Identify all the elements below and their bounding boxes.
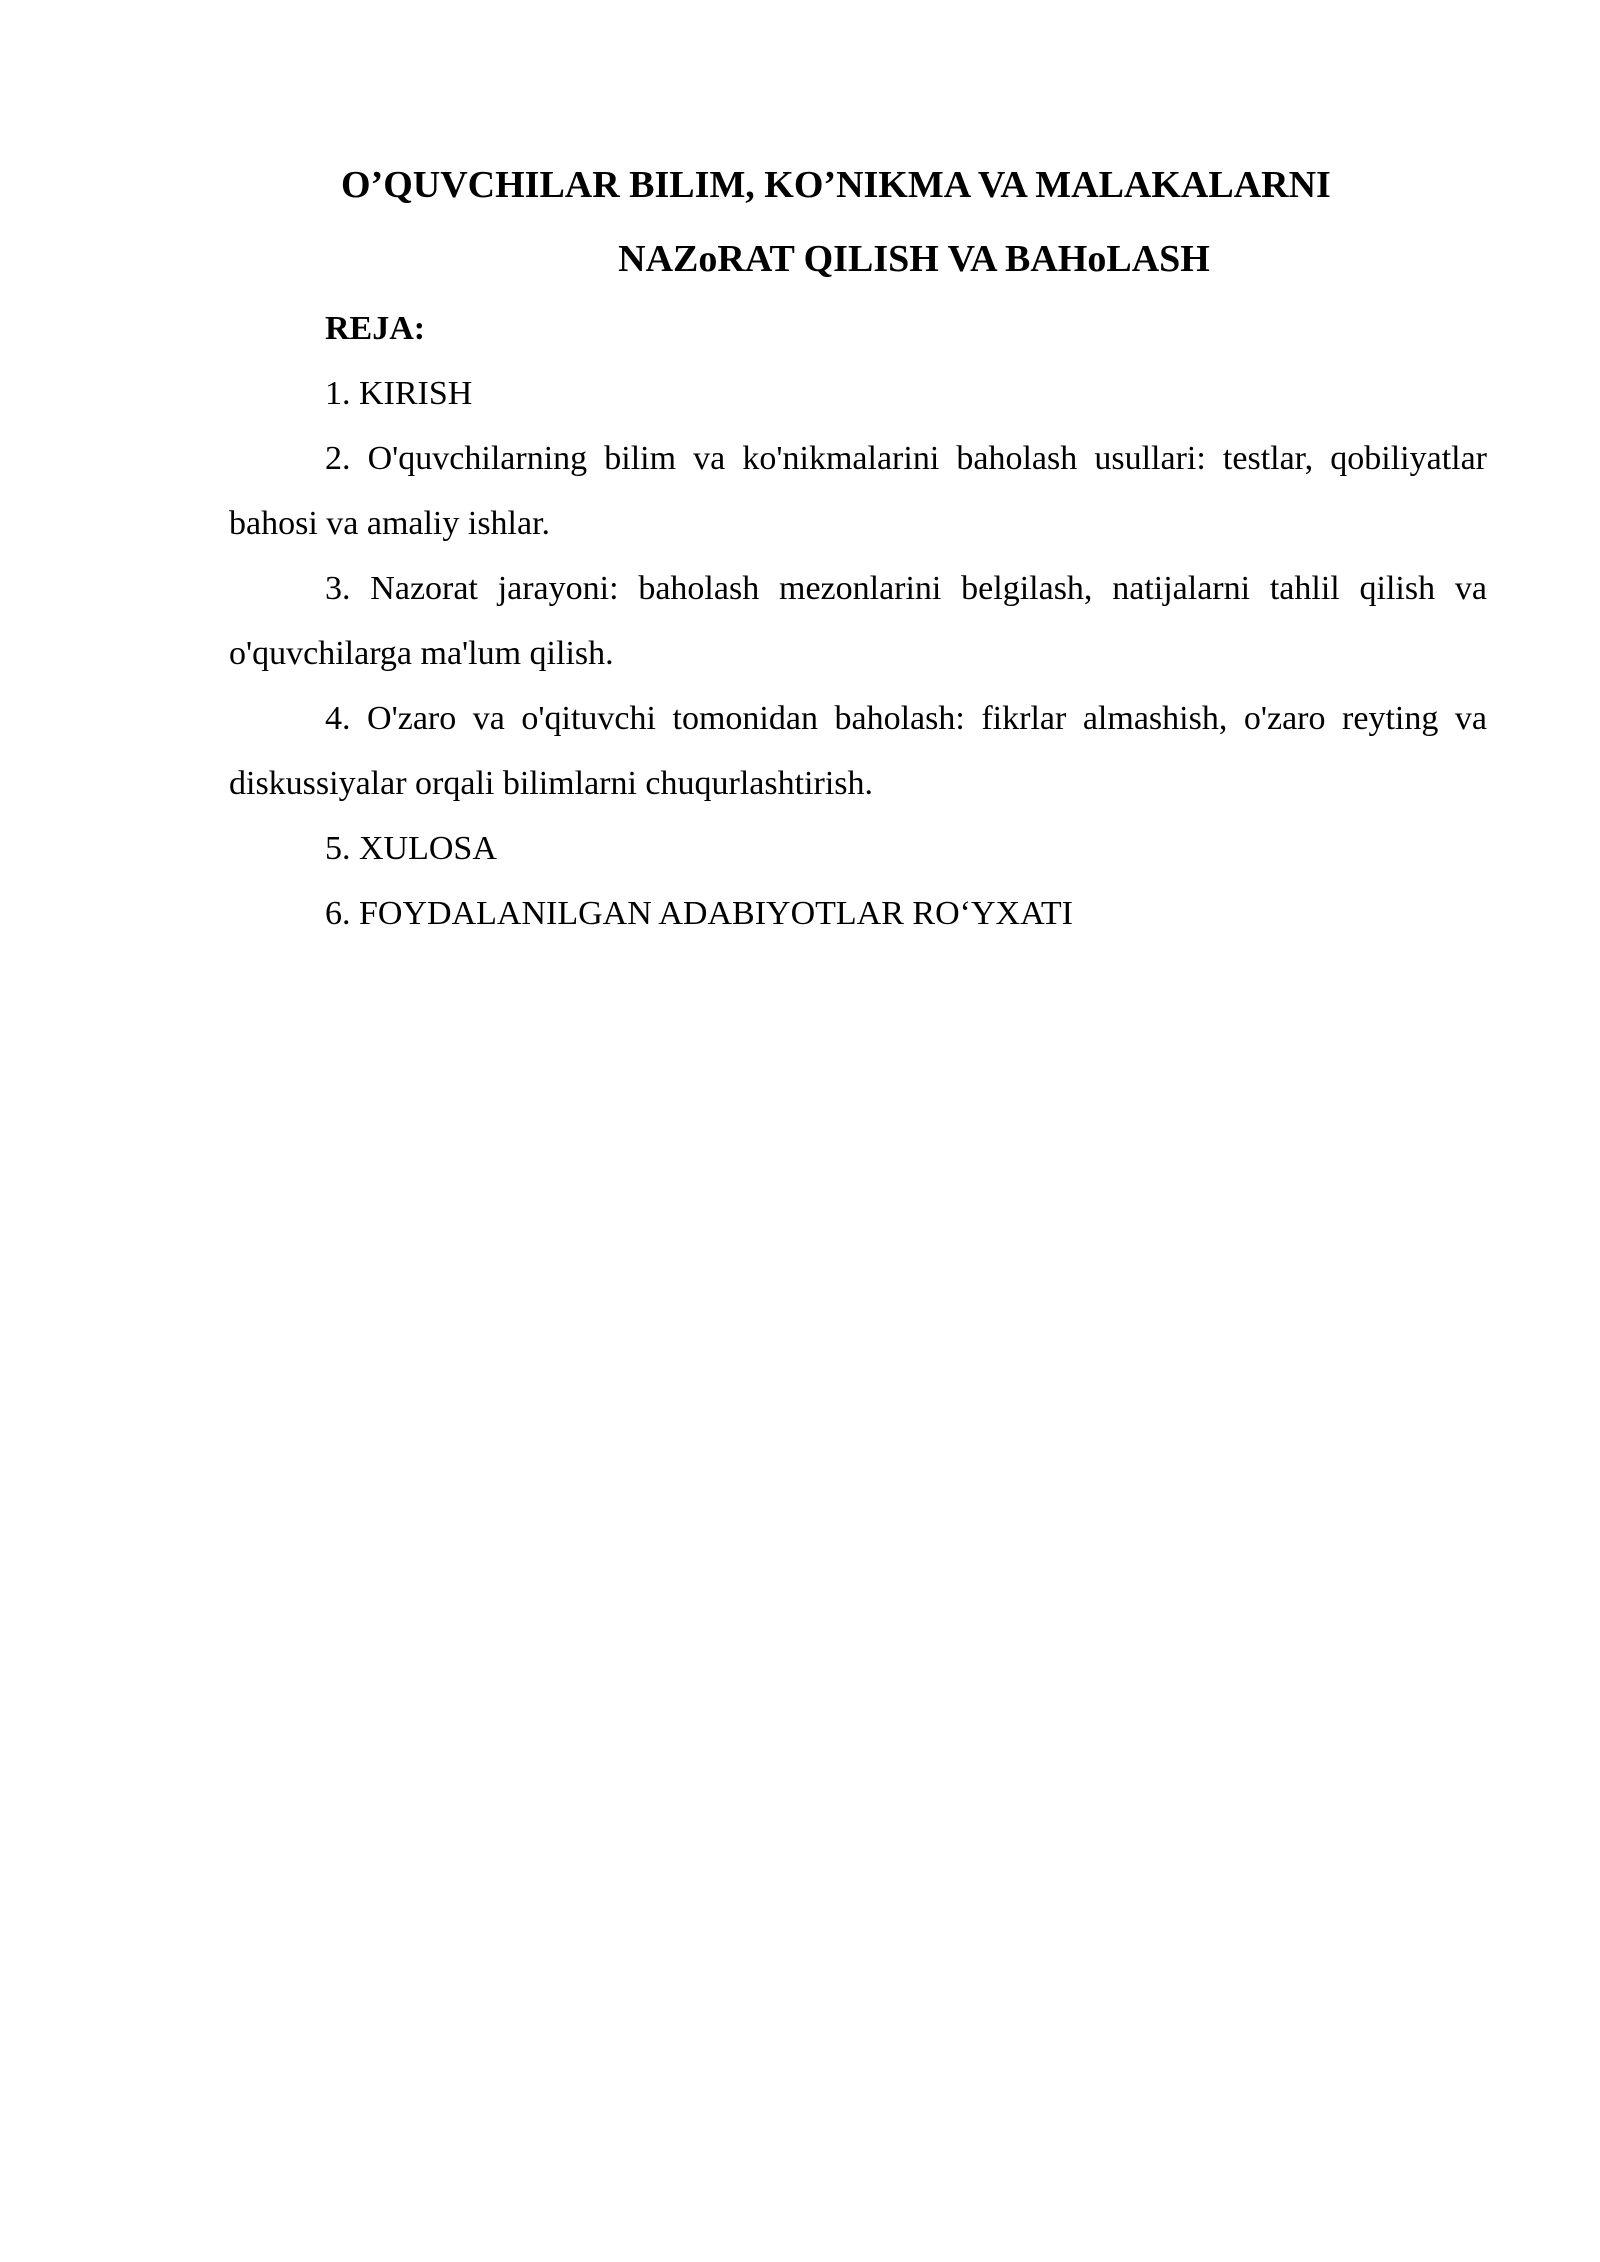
plan-item-assessment-methods: 2. O'quvchilarning bilim va ko'nikmalarini baholash usullari: testlar, qobiliyatlar bahosi va amaliy ishlar. xyxy=(229,440,1487,542)
title-line-2: NAZoRAT QILISH VA BAHoLASH xyxy=(618,238,1210,280)
plan-item-introduction: 1. KIRISH xyxy=(325,375,473,412)
plan-list xyxy=(229,361,1487,946)
plan-heading: REJA: xyxy=(325,310,426,347)
plan-item-control-process: 3. Nazorat jarayoni: baholash mezonlarini belgilash, natijalarni tahlil qilish va o'quvchilarga ma'lum qilish. xyxy=(229,570,1487,672)
title-line-1: O’QUVCHILAR BILIM, KO’NIKMA VA MALAKALARNI xyxy=(341,164,1331,206)
page-content xyxy=(229,148,1487,946)
plan-item-references: 6. FOYDALANILGAN ADABIYOTLAR RO‘YXATI xyxy=(325,895,1073,932)
plan-item-conclusion: 5. XULOSA xyxy=(325,830,497,867)
plan-item-peer-assessment: 4. O'zaro va o'qituvchi tomonidan baholash: fikrlar almashish, o'zaro reyting va diskussiyalar orqali bilimlarni chuqurlashtirish. xyxy=(229,700,1487,802)
document-title xyxy=(229,148,1487,296)
